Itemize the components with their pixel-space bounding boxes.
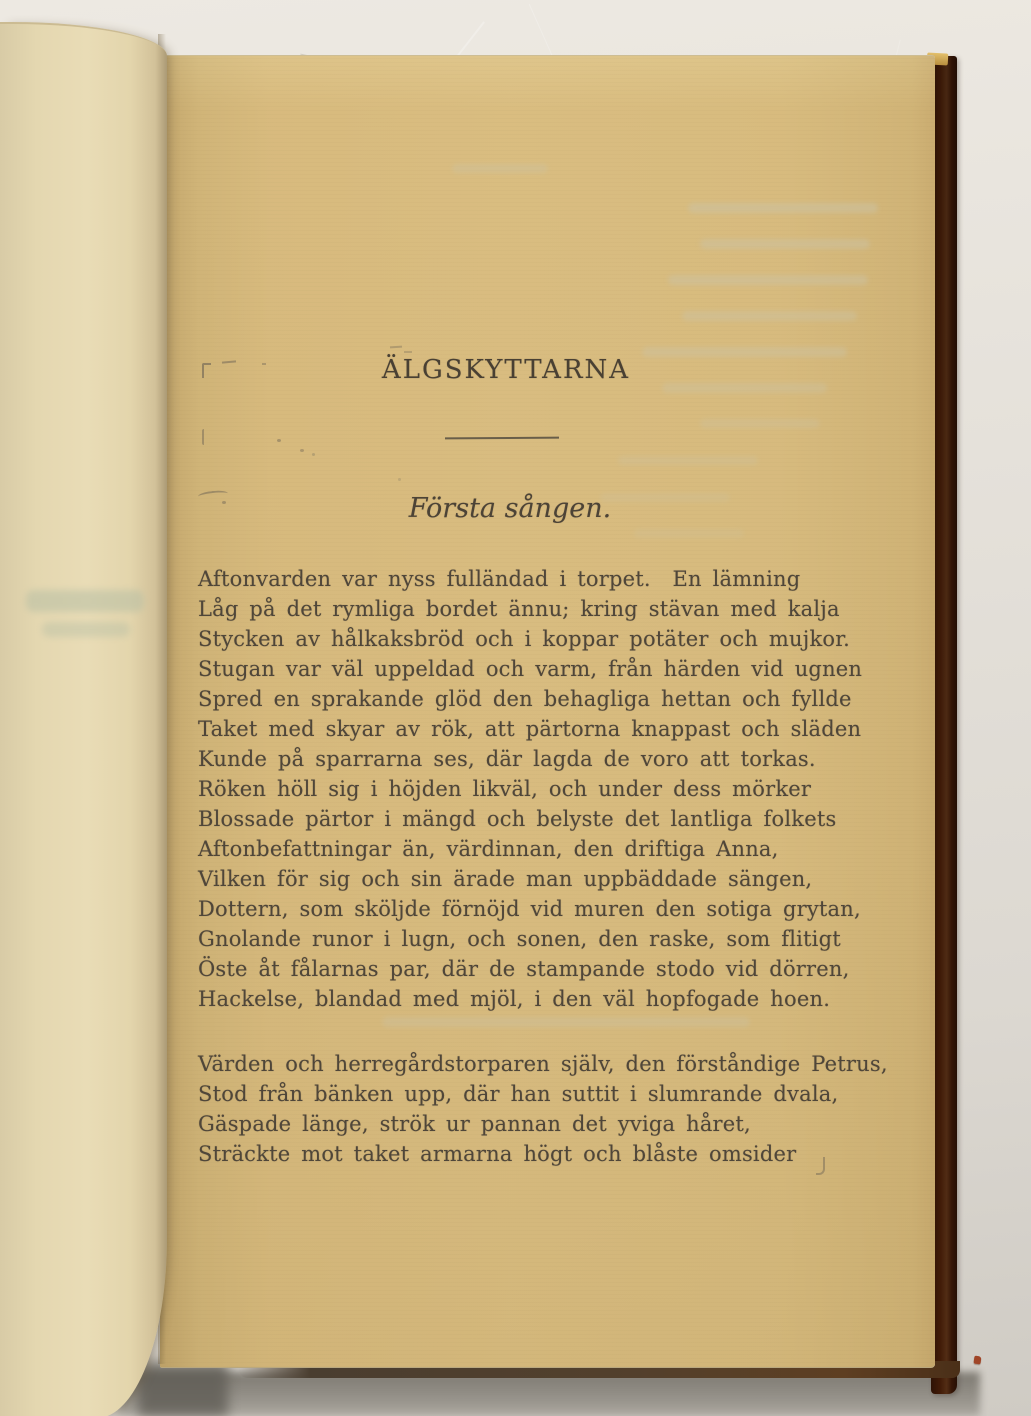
poem-line: Öste åt fålarnas par, där de stampande stodo vid dörren, (198, 957, 850, 981)
show-through-text-blob (42, 622, 130, 637)
poem-line: Kunde på sparrarna ses, där lagda de voro att torkas. (198, 747, 816, 771)
poem-line: Låg på det rymliga bordet ännu; kring stävan med kalja (198, 597, 840, 621)
section-heading: Första sången. (408, 493, 612, 524)
poem-line: Spred en sprakande glöd den behagliga hettan och fyllde (198, 687, 852, 711)
title-divider-rule (445, 437, 559, 440)
poem-line: Gäspade länge, strök ur pannan det yviga håret, (198, 1112, 751, 1136)
poem-line: Dottern, som sköljde förnöjd vid muren den sotiga grytan, (198, 897, 861, 921)
poem-line: Taket med skyar av rök, att pärtorna knappast och släden (198, 717, 862, 741)
poem-line: Blossade pärtor i mängd och belyste det lantliga folkets (198, 807, 837, 831)
poem-stanza (198, 564, 863, 1014)
book-shadow (118, 1372, 980, 1416)
red-speck (973, 1356, 981, 1365)
show-through-text-blob (26, 590, 144, 612)
poem-line: Stugan var väl uppeldad och varm, från härden vid ugnen (198, 657, 863, 681)
chapter-title: ÄLGSKYTTARNA (381, 355, 631, 385)
poem-line: Stod från bänken upp, där han suttit i slumrande dvala, (198, 1082, 839, 1106)
gutter-shadow (138, 1362, 228, 1416)
poem-line: Vilken för sig och sin ärade man uppbäddade sängen, (198, 867, 813, 891)
poem-line: Gnolande runor i lugn, och sonen, den raske, som flitigt (198, 927, 841, 951)
book-page (160, 55, 935, 1368)
text-column (198, 56, 888, 1367)
poem-line: Sträckte mot taket armarna högt och blåste omsider (198, 1142, 797, 1166)
poem-line: Hackelse, blandad med mjöl, i den väl hopfogade hoen. (198, 987, 831, 1011)
poem-stanza (198, 1049, 888, 1169)
poem-line: Aftonvarden var nyss fulländad i torpet. En lämning (198, 567, 801, 591)
poem-line: Röken höll sig i höjden likväl, och under dess mörker (198, 777, 812, 801)
poem-line: Aftonbefattningar än, värdinnan, den driftiga Anna, (198, 837, 779, 861)
turned-pages-stack (0, 22, 167, 1416)
poem-line: Värden och herregårdstorparen själv, den förståndige Petrus, (198, 1052, 888, 1076)
poem-line: Stycken av hålkaksbröd och i koppar potäter och mujkor. (198, 627, 851, 651)
